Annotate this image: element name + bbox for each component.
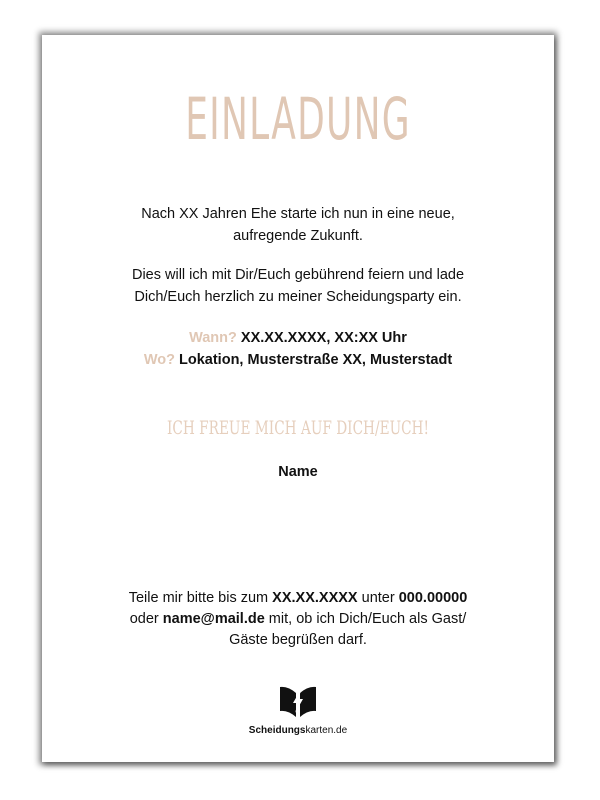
intro-line-2: aufregende Zukunft. bbox=[233, 228, 363, 244]
brand-name-rest: karten.de bbox=[305, 725, 348, 736]
rsvp-text bbox=[42, 588, 554, 651]
event-details bbox=[42, 327, 554, 371]
host-name: Name bbox=[278, 464, 318, 480]
when-label: Wann? bbox=[189, 330, 237, 346]
brand-name-bold: Scheidungs bbox=[248, 725, 306, 736]
intro-line-1: Nach XX Jahren Ehe starte ich nun in eine neue, bbox=[141, 206, 455, 222]
body-text bbox=[42, 264, 554, 308]
tagline: ICH FREUE MICH AUF DICH/EUCH! bbox=[167, 417, 429, 439]
rsvp-date: XX.XX.XXXX bbox=[272, 590, 358, 606]
where-value: Lokation, Musterstraße XX, Musterstadt bbox=[179, 352, 453, 368]
body-line-1: Dies will ich mit Dir/Euch gebührend feiern und lade bbox=[131, 267, 465, 283]
rsvp-part-4: mit, ob ich Dich/Euch als Gast/ bbox=[264, 611, 467, 627]
rsvp-line-3: Gäste begrüßen darf. bbox=[229, 632, 367, 648]
where-row bbox=[42, 349, 554, 371]
book-lightning-icon bbox=[278, 681, 318, 719]
brand-name bbox=[42, 725, 554, 736]
invitation-card bbox=[42, 35, 554, 762]
rsvp-line-2 bbox=[42, 609, 554, 630]
when-value: XX.XX.XXXX, XX:XX Uhr bbox=[240, 330, 407, 346]
body-line-2: Dich/Euch herzlich zu meiner Scheidungsparty ein. bbox=[134, 289, 462, 305]
where-label: Wo? bbox=[143, 352, 175, 368]
rsvp-part-3: oder bbox=[129, 611, 163, 627]
rsvp-part-2: unter bbox=[357, 590, 399, 606]
intro-text bbox=[42, 203, 554, 247]
rsvp-phone: 000.00000 bbox=[398, 590, 468, 606]
rsvp-part-1: Teile mir bitte bis zum bbox=[128, 590, 273, 606]
rsvp-line-1 bbox=[42, 588, 554, 609]
invitation-title: EINLADUNG bbox=[185, 85, 411, 153]
rsvp-email: name@mail.de bbox=[162, 611, 265, 627]
when-row bbox=[42, 327, 554, 349]
